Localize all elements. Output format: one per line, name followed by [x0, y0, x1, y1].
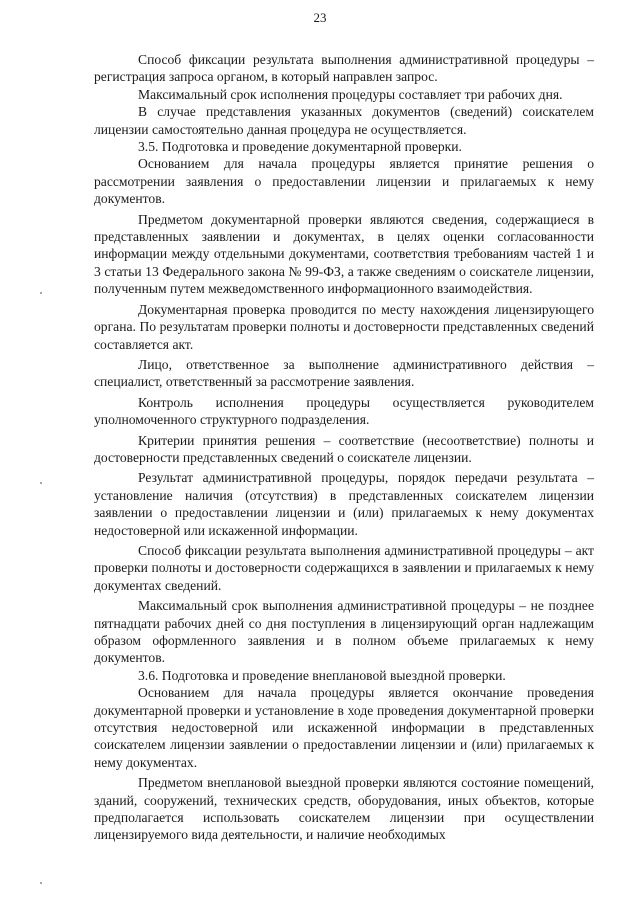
paragraph-fixation-method: Способ фиксации результата выполнения административной процедуры – регистрация запроса органом, в который направлен запрос. [94, 52, 594, 85]
paragraph-max-duration: Максимальный срок исполнения процедуры составляет три рабочих дня. [138, 86, 563, 102]
paragraph-self-submission: В случае представления указанных документов (сведений) соискателем лицензии самостоятельно данная процедура не осуществляется. [94, 104, 594, 137]
section-heading-3-6: 3.6. Подготовка и проведение внеплановой выездной проверки. [138, 667, 506, 683]
paragraph-subject: Предметом документарной проверки являются сведения, содержащиеся в представленных заявлении и документах, в целях оценки согласованности информации между отдельными документами, соответствия требованиям частей 1 и 3 статьи 13 Федерального закона № 99-ФЗ, а также сведениям о соискателе лицензии, полученным путем межведомственного информационного взаимодействия. [94, 211, 594, 297]
paragraph-control: Контроль исполнения процедуры осуществляется руководителем уполномоченного структурного подразделения. [94, 394, 594, 428]
margin-mark [40, 882, 42, 884]
paragraph-grounds: Основанием для начала процедуры является принятие решения о рассмотрении заявления о предоставлении лицензии и прилагаемых к нему документов. [94, 156, 594, 207]
margin-mark [40, 482, 42, 484]
paragraph-result: Результат административной процедуры, порядок передачи результата – установление наличия (отсутствия) в представленных соискателем лицензии заявлении о предоставлении лицензии и (или) прилагаемых к нему документах недостоверной или искаженной информации. [94, 470, 594, 538]
paragraph-responsible: Лицо, ответственное за выполнение административного действия – специалист, ответственный за рассмотрение заявления. [94, 356, 594, 390]
page-number: 23 [313, 10, 327, 25]
section-heading-3-5: 3.5. Подготовка и проведение документарной проверки. [138, 139, 462, 155]
paragraph-grounds-onsite: Основанием для начала процедуры является окончание проведения документарной проверки и установление в ходе проведения документарной проверки отсутствия недостоверной или искаженной информации в представленных соискателем лицензии заявлении о предоставлении лицензии и (или) прилагаемых к нему документах. [94, 685, 594, 770]
paragraph-max-duration-check: Максимальный срок выполнения административной процедуры – не позднее пятнадцати рабочих дней со дня поступления в лицензирующий орган надлежащим образом оформленного заявления и в полном объеме прилагаемых к нему документов. [94, 598, 594, 666]
document-body [94, 51, 594, 844]
margin-mark [40, 292, 42, 294]
paragraph-criteria: Критерии принятия решения – соответствие (несоответствие) полноты и достоверности представленных сведений о соискателе лицензии. [94, 432, 594, 465]
paragraph-fixation-act: Способ фиксации результата выполнения административной процедуры – акт проверки полноты и достоверности содержащихся в заявлении и прилагаемых к нему документах сведений. [94, 542, 594, 593]
paragraph-subject-onsite: Предметом внеплановой выездной проверки являются состояние помещений, зданий, сооружений, технических средств, оборудования, иных объектов, которые предполагается использовать соискателем лицензии при осуществлении лицензируемого вида деятельности, и наличие необходимых [94, 775, 594, 843]
paragraph-location: Документарная проверка проводится по месту нахождения лицензирующего органа. По результатам проверки полноты и достоверности представленных сведений составляется акт. [94, 301, 594, 352]
